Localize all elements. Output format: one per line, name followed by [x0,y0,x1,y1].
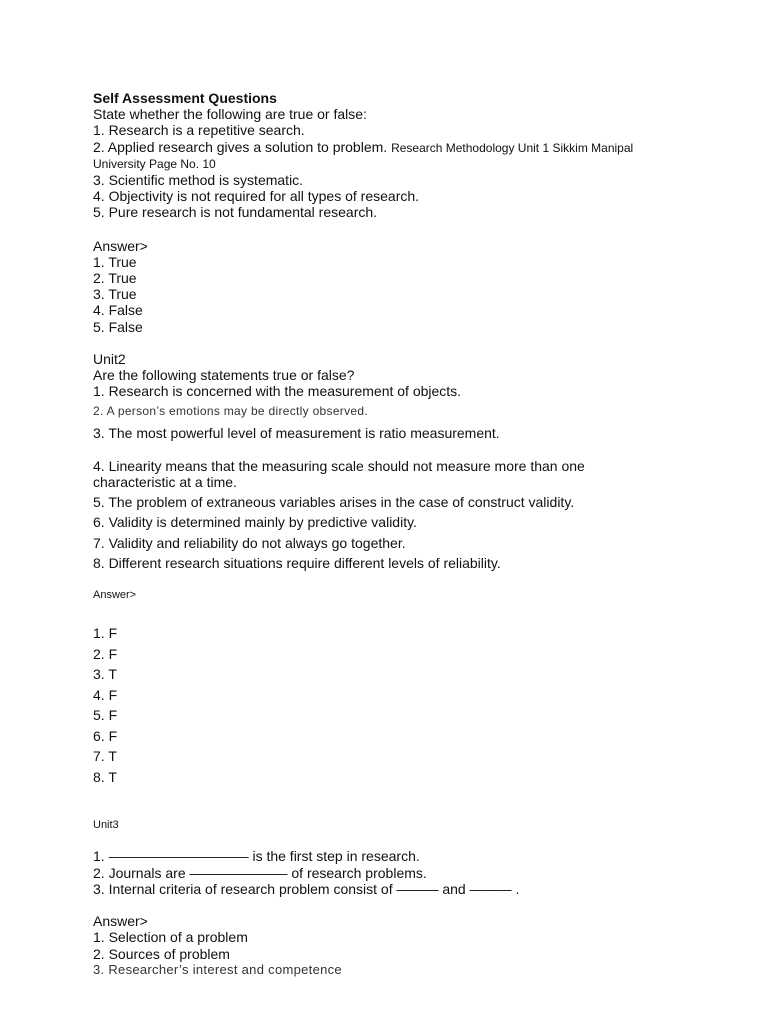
answer-item: 5. F [93,707,118,724]
question-3: 3. Internal criteria of research problem consist of ——— and ——— . [93,880,520,897]
answer-list [93,623,713,787]
answer-item: 4. False [93,302,143,319]
answer-item: 3. T [93,666,117,683]
section-title: Self Assessment Questions [93,90,277,106]
question-1: 1. Research is a repetitive search. [93,122,305,139]
instruction-text: Are the following statements true or false? [93,367,355,384]
answer-item: 7. T [93,748,117,765]
question-3: 3. Scientific method is systematic. [93,172,304,189]
question-5: 5. Pure research is not fundamental research. [93,204,378,221]
answer-item: 4. F [93,686,118,703]
question-2: 2. Journals are ——————— of research problems. [93,864,427,881]
question-7: 7. Validity and reliability do not always go together. [93,534,406,551]
question-8: 8. Different research situations require different levels of reliability. [93,554,501,571]
answer-item: 8. T [93,768,117,785]
document-page [93,90,713,978]
answer-label: Answer> [93,913,148,930]
answer-item: 2. Sources of problem [93,945,230,962]
answer-item: 2. F [93,645,118,662]
instruction-text: State whether the following are true or false: [93,106,367,123]
question-1: 1. Research is concerned with the measurement of objects. [93,383,462,400]
answer-item: 1. Selection of a problem [93,929,248,946]
source-reference: Research Methodology Unit 1 Sikkim Manipal [391,140,634,155]
answer-item: 1. F [93,625,118,642]
question-6: 6. Validity is determined mainly by predictive validity. [93,514,417,531]
question-2-text: 2. Applied research gives a solution to problem. [93,138,388,155]
answer-item: 2. True [93,270,137,287]
question-3: 3. The most powerful level of measurement is ratio measurement. [93,424,500,441]
unit-heading: Unit2 [93,350,126,367]
question-4-continued: characteristic at a time. [93,474,237,491]
answer-label: Answer> [93,237,148,254]
spacer [93,221,713,238]
question-5: 5. The problem of extraneous variables arises in the case of construct validity. [93,494,575,511]
answer-item: 1. True [93,253,137,270]
answer-item: 3. Researcher’s interest and competence [93,961,342,977]
answer-label: Answer> [93,589,137,602]
answer-item: 3. True [93,286,137,303]
answer-item: 5. False [93,318,143,335]
unit-heading: Unit3 [93,819,119,832]
question-4: 4. Objectivity is not required for all types of research. [93,188,420,205]
answer-item: 6. F [93,727,118,744]
spacer [93,897,713,913]
spacer [93,335,713,351]
source-reference-continued: University Page No. 10 [93,156,216,171]
question-2 [93,139,713,156]
question-4: 4. Linearity means that the measuring scale should not measure more than one [93,457,585,474]
question-2: 2. A person’s emotions may be directly observed. [93,404,368,419]
question-1: 1. —————————— is the first step in research. [93,848,420,865]
